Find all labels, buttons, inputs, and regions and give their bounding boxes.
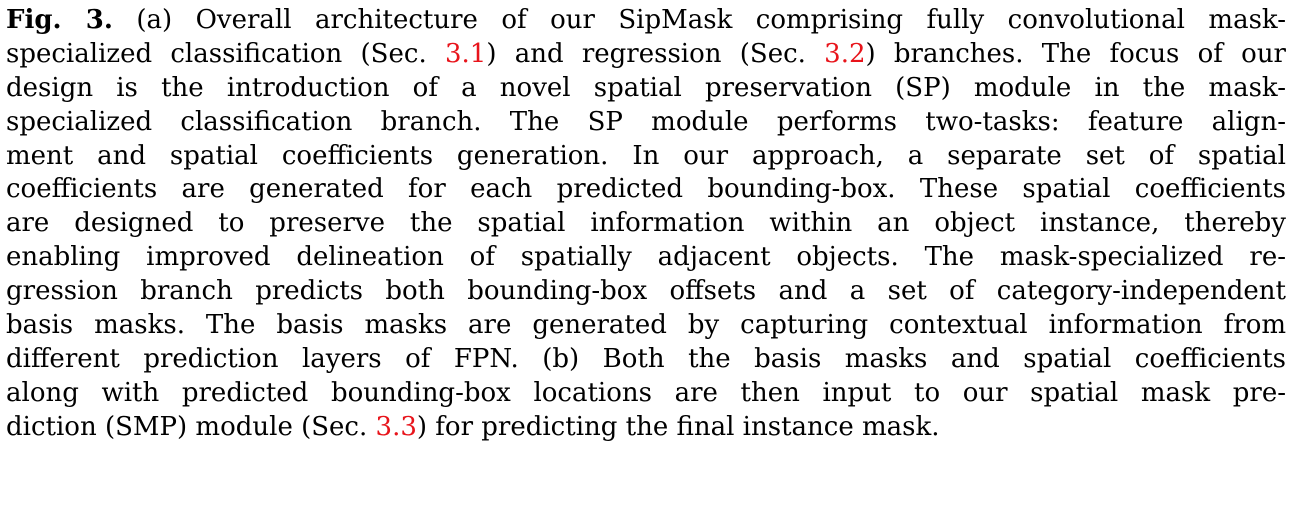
section-ref-link[interactable]: 3.2 <box>824 38 866 69</box>
caption-line-6: coefficients are generated for each predicted bounding-box. These spatial coefficients <box>6 174 1286 205</box>
caption-text: ) and regression (Sec. <box>486 38 825 69</box>
caption-line-10: basis masks. The basis masks are generated by capturing contextual information from <box>6 310 1286 341</box>
caption-line-3: design is the introduction of a novel spatial preservation (SP) module in the mask- <box>6 72 1286 103</box>
figure-label: Fig. 3. <box>6 5 113 35</box>
caption-text: ) branches. The focus of our <box>865 38 1286 69</box>
caption-line-7: are designed to preserve the spatial information within an object instance, thereby <box>6 208 1286 239</box>
caption-line-9: gression branch predicts both bounding-box offsets and a set of category-independent <box>6 276 1286 307</box>
caption-line-12: along with predicted bounding-box locations are then input to our spatial mask pre- <box>6 377 1286 408</box>
caption-line-11: different prediction layers of FPN. (b) Both the basis masks and spatial coefficients <box>6 343 1286 374</box>
caption-text: specialized classification (Sec. <box>6 38 445 69</box>
caption-text: (a) Overall architecture of our SipMask comprising fully convolutional mask- <box>136 5 1286 35</box>
caption-line-5: ment and spatial coefficients generation. In our approach, a separate set of spatial <box>6 140 1286 171</box>
section-ref-link[interactable]: 3.1 <box>444 38 487 69</box>
caption-text: diction (SMP) module (Sec. <box>6 411 376 442</box>
caption-line-8: enabling improved delineation of spatially adjacent objects. The mask-specialized re- <box>6 242 1286 273</box>
caption-text: ) for predicting the final instance mask. <box>416 411 940 442</box>
caption-line-1 <box>6 4 1286 38</box>
caption-line-13 <box>6 411 1286 445</box>
section-ref-link[interactable]: 3.3 <box>375 411 417 442</box>
caption-line-2 <box>6 38 1286 72</box>
caption-line-4: specialized classification branch. The SP module performs two-tasks: feature align- <box>6 106 1286 137</box>
